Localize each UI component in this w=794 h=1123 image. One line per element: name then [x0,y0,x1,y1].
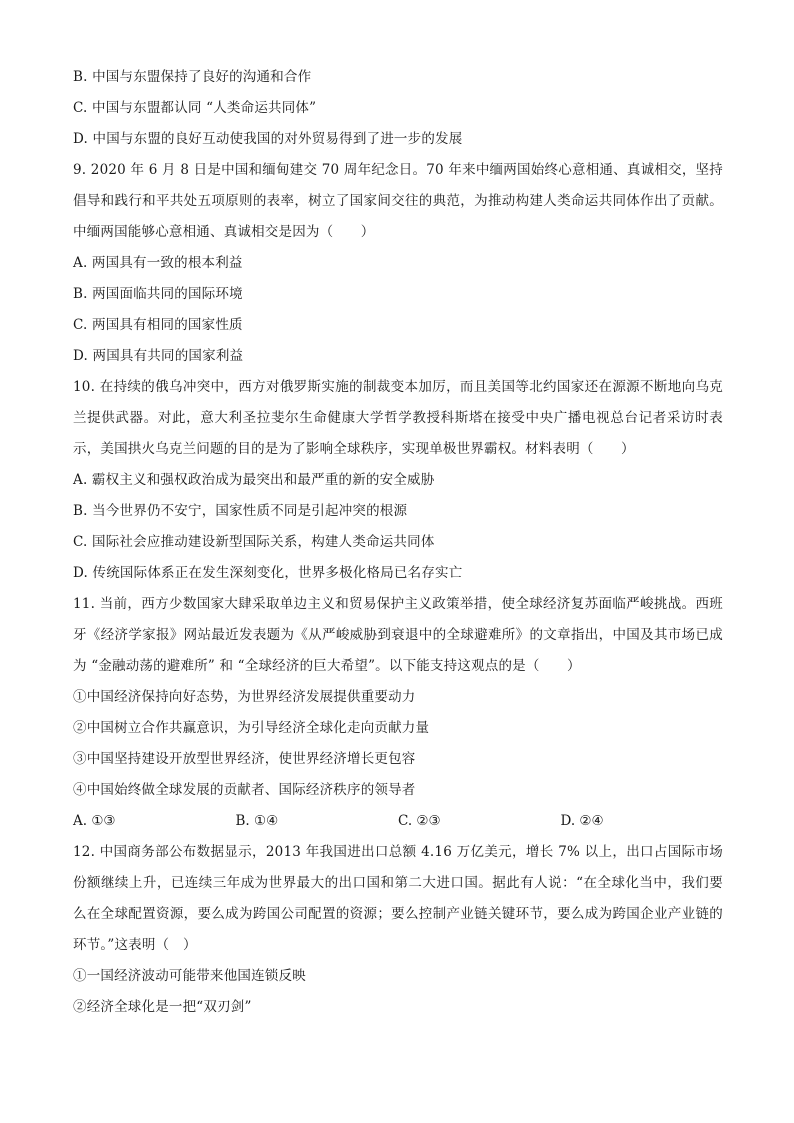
q8-option-d: D. 中国与东盟的良好互动使我国的对外贸易得到了进一步的发展 [73,131,463,147]
q9-option-c: C. 两国具有相同的国家性质 [73,317,243,333]
q9-option-d: D. 两国具有共同的国家利益 [73,348,244,364]
question-content [73,62,723,1023]
q11-option-b: B. ①④ [235,813,279,829]
q11-stem: 11. 当前，西方少数国家大肆采取单边主义和贸易保护主义政策举措，使全球经济复苏面临严峻挑战。西班牙《经济学家报》网站最近发表题为《从严峻威胁到衰退中的全球避难所》的文章指出，中国及其市场已成为 “金融动荡的避难所” 和 “全球经济的巨大希望”。以下能支持这观点的是（ ） [73,596,723,674]
q9-option-b: B. 两国面临共同的国际环境 [73,286,243,302]
q9-stem: 9. 2020 年 6 月 8 日是中国和缅甸建交 70 周年纪念日。70 年来中缅两国始终心意相通、真诚相交，坚持倡导和践行和平共处五项原则的表率，树立了国家间交往的典范，为推动构建人类命运共同体作出了贡献。中缅两国能够心意相通、真诚相交是因为（ ） [73,162,723,240]
q10-stem: 10. 在持续的俄乌冲突中，西方对俄罗斯实施的制裁变本加厉，而且美国等北约国家还在源源不断地向乌克兰提供武器。对此，意大利圣拉斐尔生命健康大学哲学教授科斯塔在接受中央广播电视总台记者采访时表示，美国拱火乌克兰问题的目的是为了影响全球秩序，实现单极世界霸权。材料表明（ ） [73,379,723,457]
q11-statement-3: ③中国坚持建设开放型世界经济，使世界经济增长更包容 [73,751,416,767]
q11-statement-2: ②中国树立合作共赢意识，为引导经济全球化走向贡献力量 [73,720,430,736]
q12-statement-1: ①一国经济波动可能带来他国连锁反映 [73,968,306,984]
q11-option-c: C. ②③ [398,813,441,829]
q10-option-c: C. 国际社会应推动建设新型国际关系，构建人类命运共同体 [73,534,435,550]
q9-option-a: A. 两国具有一致的根本利益 [73,255,243,271]
q11-statement-4: ④中国始终做全球发展的贡献者、国际经济秩序的领导者 [73,782,416,798]
q12-stem: 12. 中国商务部公布数据显示，2013 年我国进出口总额 4.16 万亿美元，增长 7% 以上，出口占国际市场份额继续上升，已连续三年成为世界最大的出口国和第二大进口国。据此有人说：“在全球化当中，我们要么在全球配置资源，要么成为跨国公司配置的资源；要么控制产业链关键环节，要么成为跨国企业产业链的环节。”这表明（ ） [73,844,723,953]
q10-option-a: A. 霸权主义和强权政治成为最突出和最严重的新的安全威胁 [73,472,435,488]
q11-option-d: D. ②④ [560,813,604,829]
q8-option-b: B. 中国与东盟保持了良好的沟通和合作 [73,69,312,85]
q11-options [73,806,723,837]
q11-option-a: A. ①③ [73,813,116,829]
q12-statement-2: ②经济全球化是一把“双刃剑” [73,999,252,1015]
q10-option-b: B. 当今世界仍不安宁，国家性质不同是引起冲突的根源 [73,503,408,519]
q10-option-d: D. 传统国际体系正在发生深刻变化，世界多极化格局已名存实亡 [73,565,463,581]
q11-statement-1: ①中国经济保持向好态势，为世界经济发展提供重要动力 [73,689,416,705]
q8-option-c: C. 中国与东盟都认同 “人类命运共同体” [73,100,317,116]
